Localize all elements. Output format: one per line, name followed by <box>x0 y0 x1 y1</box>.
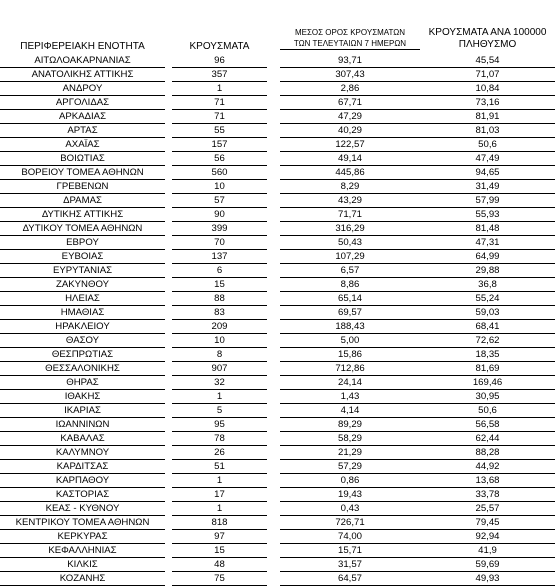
avg-cell: 65,14 <box>280 292 420 306</box>
cases-cell: 157 <box>172 138 267 152</box>
table-row <box>0 390 555 404</box>
region-cell: ΗΡΑΚΛΕΙΟΥ <box>0 320 165 334</box>
region-cell: ΚΑΡΠΑΘΟΥ <box>0 474 165 488</box>
per-100000-cell: 81,69 <box>420 362 555 376</box>
table-row <box>0 208 555 222</box>
cases-cell: 96 <box>172 54 267 68</box>
avg-cell: 19,43 <box>280 488 420 502</box>
cases-cell: 71 <box>172 96 267 110</box>
region-cell: ΘΕΣΣΑΛΟΝΙΚΗΣ <box>0 362 165 376</box>
avg-cell: 445,86 <box>280 166 420 180</box>
region-cell: ΘΑΣΟΥ <box>0 334 165 348</box>
cases-cell: 90 <box>172 208 267 222</box>
region-cell: ΚΟΖΑΝΗΣ <box>0 572 165 586</box>
avg-cell: 6,57 <box>280 264 420 278</box>
table-row <box>0 110 555 124</box>
avg-cell: 4,14 <box>280 404 420 418</box>
region-cell: ΚΕΦΑΛΛΗΝΙΑΣ <box>0 544 165 558</box>
avg-cell: 43,29 <box>280 194 420 208</box>
region-cell: ΑΧΑΪΑΣ <box>0 138 165 152</box>
avg-cell: 21,29 <box>280 446 420 460</box>
avg-cell: 49,14 <box>280 152 420 166</box>
cases-cell: 1 <box>172 474 267 488</box>
table-row <box>0 348 555 362</box>
cases-cell: 70 <box>172 236 267 250</box>
region-cell: ΕΥΡΥΤΑΝΙΑΣ <box>0 264 165 278</box>
table-row <box>0 488 555 502</box>
per-100000-cell: 47,49 <box>420 152 555 166</box>
table-row <box>0 194 555 208</box>
cases-cell: 5 <box>172 404 267 418</box>
per-100000-cell: 55,24 <box>420 292 555 306</box>
per-100000-cell: 94,65 <box>420 166 555 180</box>
table-row <box>0 152 555 166</box>
per-100000-cell: 62,44 <box>420 432 555 446</box>
table-row <box>0 96 555 110</box>
table-row <box>0 446 555 460</box>
region-cell: ΚΙΛΚΙΣ <box>0 558 165 572</box>
header-per-line2: ΠΛΗΘΥΣΜΟ <box>458 39 517 50</box>
region-cell: ΚΑΣΤΟΡΙΑΣ <box>0 488 165 502</box>
avg-cell: 107,29 <box>280 250 420 264</box>
table-row <box>0 180 555 194</box>
cases-cell: 26 <box>172 446 267 460</box>
region-cell: ΑΡΤΑΣ <box>0 124 165 138</box>
cases-cell: 209 <box>172 320 267 334</box>
region-cell: ΑΝΑΤΟΛΙΚΗΣ ΑΤΤΙΚΗΣ <box>0 68 165 82</box>
avg-cell: 74,00 <box>280 530 420 544</box>
avg-cell: 712,86 <box>280 362 420 376</box>
header-avg-7-days <box>280 27 420 50</box>
table-row <box>0 166 555 180</box>
avg-cell: 15,86 <box>280 348 420 362</box>
avg-cell: 93,71 <box>280 54 420 68</box>
region-cell: ΚΕΡΚΥΡΑΣ <box>0 530 165 544</box>
per-100000-cell: 81,91 <box>420 110 555 124</box>
per-100000-cell: 92,94 <box>420 530 555 544</box>
avg-cell: 71,71 <box>280 208 420 222</box>
per-100000-cell: 56,58 <box>420 418 555 432</box>
header-avg-line1: ΜΕΣΟΣ ΟΡΟΣ ΚΡΟΥΣΜΑΤΩΝ <box>294 28 406 37</box>
per-100000-cell: 81,03 <box>420 124 555 138</box>
cases-cell: 818 <box>172 516 267 530</box>
region-cell: ΑΝΔΡΟΥ <box>0 82 165 96</box>
region-cell: ΔΥΤΙΚΗΣ ΑΤΤΙΚΗΣ <box>0 208 165 222</box>
cases-cell: 1 <box>172 502 267 516</box>
per-100000-cell: 55,93 <box>420 208 555 222</box>
table-row <box>0 306 555 320</box>
table-row <box>0 250 555 264</box>
per-100000-cell: 10,84 <box>420 82 555 96</box>
avg-cell: 2,86 <box>280 82 420 96</box>
table-row <box>0 572 555 586</box>
per-100000-cell: 57,99 <box>420 194 555 208</box>
avg-cell: 15,71 <box>280 544 420 558</box>
region-cell: ΙΘΑΚΗΣ <box>0 390 165 404</box>
cases-cell: 75 <box>172 572 267 586</box>
table-row <box>0 544 555 558</box>
table-row <box>0 502 555 516</box>
cases-cell: 88 <box>172 292 267 306</box>
region-cell: ΒΟΙΩΤΙΑΣ <box>0 152 165 166</box>
table-row <box>0 530 555 544</box>
table-row <box>0 376 555 390</box>
per-100000-cell: 18,35 <box>420 348 555 362</box>
per-100000-cell: 50,6 <box>420 404 555 418</box>
region-cell: ΓΡΕΒΕΝΩΝ <box>0 180 165 194</box>
avg-cell: 64,57 <box>280 572 420 586</box>
table-row <box>0 82 555 96</box>
region-cell: ΘΗΡΑΣ <box>0 376 165 390</box>
table-row <box>0 432 555 446</box>
cases-cell: 560 <box>172 166 267 180</box>
cases-cell: 17 <box>172 488 267 502</box>
region-cell: ΕΥΒΟΙΑΣ <box>0 250 165 264</box>
per-100000-cell: 36,8 <box>420 278 555 292</box>
avg-cell: 8,86 <box>280 278 420 292</box>
cases-cell: 15 <box>172 544 267 558</box>
cases-cell: 10 <box>172 180 267 194</box>
region-cell: ΘΕΣΠΡΩΤΙΑΣ <box>0 348 165 362</box>
avg-cell: 1,43 <box>280 390 420 404</box>
per-100000-cell: 68,41 <box>420 320 555 334</box>
cases-cell: 907 <box>172 362 267 376</box>
avg-cell: 316,29 <box>280 222 420 236</box>
region-cell: ΚΕΝΤΡΙΚΟΥ ΤΟΜΕΑ ΑΘΗΝΩΝ <box>0 516 165 530</box>
region-cell: ΚΑΡΔΙΤΣΑΣ <box>0 460 165 474</box>
per-100000-cell: 41,9 <box>420 544 555 558</box>
header-per-100000 <box>420 27 555 51</box>
header-avg-line2: ΤΩΝ ΤΕΛΕΥΤΑΙΩΝ 7 ΗΜΕΡΩΝ <box>280 38 420 50</box>
table-row <box>0 54 555 68</box>
per-100000-cell: 88,28 <box>420 446 555 460</box>
per-100000-cell: 50,6 <box>420 138 555 152</box>
table-row <box>0 558 555 572</box>
header-cases: ΚΡΟΥΣΜΑΤΑ <box>189 41 250 52</box>
per-100000-cell: 169,46 <box>420 376 555 390</box>
cases-cell: 399 <box>172 222 267 236</box>
table-row <box>0 68 555 82</box>
table-row <box>0 362 555 376</box>
avg-cell: 726,71 <box>280 516 420 530</box>
avg-cell: 31,57 <box>280 558 420 572</box>
region-cell: ΑΙΤΩΛΟΑΚΑΡΝΑΝΙΑΣ <box>0 54 165 68</box>
cases-cell: 15 <box>172 278 267 292</box>
avg-cell: 67,71 <box>280 96 420 110</box>
table-row <box>0 278 555 292</box>
cases-cell: 1 <box>172 82 267 96</box>
per-100000-cell: 81,48 <box>420 222 555 236</box>
region-cell: ΚΑΛΥΜΝΟΥ <box>0 446 165 460</box>
region-cell: ΚΑΒΑΛΑΣ <box>0 432 165 446</box>
cases-cell: 10 <box>172 334 267 348</box>
avg-cell: 122,57 <box>280 138 420 152</box>
avg-cell: 40,29 <box>280 124 420 138</box>
table-row <box>0 516 555 530</box>
avg-cell: 69,57 <box>280 306 420 320</box>
table-row <box>0 320 555 334</box>
cases-cell: 32 <box>172 376 267 390</box>
table-row <box>0 292 555 306</box>
region-cell: ΒΟΡΕΙΟΥ ΤΟΜΕΑ ΑΘΗΝΩΝ <box>0 166 165 180</box>
per-100000-cell: 29,88 <box>420 264 555 278</box>
avg-cell: 307,43 <box>280 68 420 82</box>
avg-cell: 0,43 <box>280 502 420 516</box>
cases-cell: 8 <box>172 348 267 362</box>
region-cell: ΙΚΑΡΙΑΣ <box>0 404 165 418</box>
avg-cell: 47,29 <box>280 110 420 124</box>
table-row <box>0 334 555 348</box>
cases-cell: 6 <box>172 264 267 278</box>
per-100000-cell: 71,07 <box>420 68 555 82</box>
cases-cell: 71 <box>172 110 267 124</box>
region-cell: ΔΥΤΙΚΟΥ ΤΟΜΕΑ ΑΘΗΝΩΝ <box>0 222 165 236</box>
header-per-line1: ΚΡΟΥΣΜΑΤΑ ΑΝΑ 100000 <box>428 27 547 38</box>
avg-cell: 24,14 <box>280 376 420 390</box>
per-100000-cell: 49,93 <box>420 572 555 586</box>
region-cell: ΑΡΓΟΛΙΔΑΣ <box>0 96 165 110</box>
table-row <box>0 236 555 250</box>
table-row <box>0 222 555 236</box>
table-row <box>0 460 555 474</box>
region-cell: ΖΑΚΥΝΘΟΥ <box>0 278 165 292</box>
cases-cell: 78 <box>172 432 267 446</box>
region-cell: ΗΜΑΘΙΑΣ <box>0 306 165 320</box>
per-100000-cell: 25,57 <box>420 502 555 516</box>
per-100000-cell: 44,92 <box>420 460 555 474</box>
avg-cell: 5,00 <box>280 334 420 348</box>
per-100000-cell: 79,45 <box>420 516 555 530</box>
table-row <box>0 264 555 278</box>
cases-cell: 55 <box>172 124 267 138</box>
table-row <box>0 124 555 138</box>
region-cell: ΔΡΑΜΑΣ <box>0 194 165 208</box>
per-100000-cell: 72,62 <box>420 334 555 348</box>
cases-cell: 95 <box>172 418 267 432</box>
table-row <box>0 404 555 418</box>
avg-cell: 57,29 <box>280 460 420 474</box>
header-region: ΠΕΡΙΦΕΡΕΙΑΚΗ ΕΝΟΤΗΤΑ <box>20 41 145 52</box>
table-row <box>0 138 555 152</box>
region-cell: ΕΒΡΟΥ <box>0 236 165 250</box>
per-100000-cell: 31,49 <box>420 180 555 194</box>
per-100000-cell: 59,03 <box>420 306 555 320</box>
cases-cell: 137 <box>172 250 267 264</box>
cases-cell: 56 <box>172 152 267 166</box>
avg-cell: 89,29 <box>280 418 420 432</box>
avg-cell: 58,29 <box>280 432 420 446</box>
per-100000-cell: 73,16 <box>420 96 555 110</box>
cases-cell: 57 <box>172 194 267 208</box>
per-100000-cell: 30,95 <box>420 390 555 404</box>
cases-cell: 83 <box>172 306 267 320</box>
cases-cell: 97 <box>172 530 267 544</box>
table-body <box>0 54 555 586</box>
region-cell: ΙΩΑΝΝΙΝΩΝ <box>0 418 165 432</box>
cases-cell: 48 <box>172 558 267 572</box>
table-row <box>0 474 555 488</box>
avg-cell: 8,29 <box>280 180 420 194</box>
avg-cell: 0,86 <box>280 474 420 488</box>
region-cell: ΗΛΕΙΑΣ <box>0 292 165 306</box>
per-100000-cell: 45,54 <box>420 54 555 68</box>
cases-cell: 1 <box>172 390 267 404</box>
table-row <box>0 418 555 432</box>
avg-cell: 50,43 <box>280 236 420 250</box>
region-cell: ΑΡΚΑΔΙΑΣ <box>0 110 165 124</box>
per-100000-cell: 47,31 <box>420 236 555 250</box>
cases-cell: 51 <box>172 460 267 474</box>
cases-cell: 357 <box>172 68 267 82</box>
per-100000-cell: 33,78 <box>420 488 555 502</box>
per-100000-cell: 59,69 <box>420 558 555 572</box>
region-cell: ΚΕΑΣ - ΚΥΘΝΟΥ <box>0 502 165 516</box>
avg-cell: 188,43 <box>280 320 420 334</box>
per-100000-cell: 64,99 <box>420 250 555 264</box>
per-100000-cell: 13,68 <box>420 474 555 488</box>
